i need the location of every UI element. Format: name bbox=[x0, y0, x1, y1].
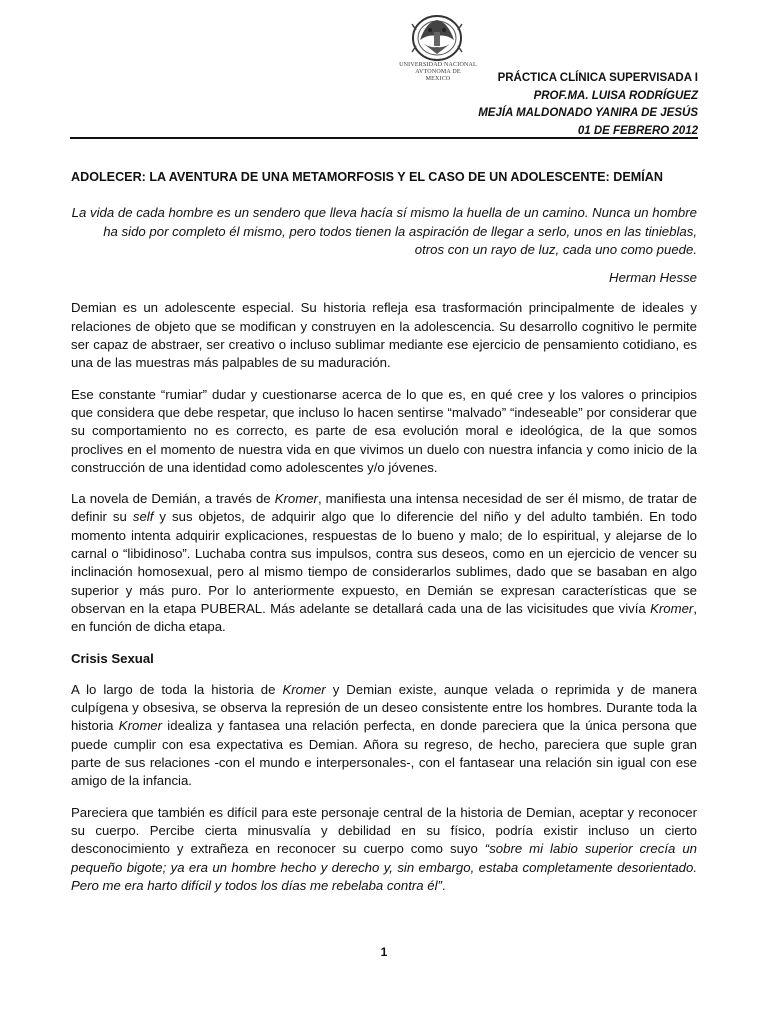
university-seal bbox=[408, 10, 466, 66]
text-run: . bbox=[441, 877, 446, 893]
paragraph-2: Ese constante “rumiar” dudar y cuestionarse acerca de lo que es, en qué cree y los valores o principios que considera que debe respetar, que incluso lo hacen sentirse “malvado” “indeseable” por considerar que su comportamiento no es correcto, es parte de esa evolución moral e ideológica, de la que somos proclives en el momento de nuestra vida en que vivimos un duelo con nuestra infancia y como inicio de la construcción de una identidad como adolescentes y/o jóvenes. bbox=[71, 386, 697, 475]
italic-run: Kromer bbox=[282, 681, 326, 697]
paragraph-5 bbox=[71, 804, 697, 895]
epigraph-author: Herman Hesse bbox=[609, 270, 697, 286]
seal-text bbox=[396, 62, 480, 83]
text-run: idealiza y fantasea una relación perfecta, en donde pareciera que la única persona que puede cumplir con esa expectativa es Demian. Añora su regreso, de hecho, pareciera que suple gran parte de sus relaciones -con el mundo e interpersonales-, con el fantasear una relación sin igual con ese amigo de la infancia. bbox=[71, 718, 697, 789]
paragraph-4 bbox=[71, 681, 697, 791]
text-run: , en función de dicha etapa. bbox=[71, 600, 697, 635]
document-title: ADOLECER: LA AVENTURA DE UNA METAMORFOSIS Y EL CASO DE UN ADOLESCENTE: DEMÍAN bbox=[71, 170, 663, 184]
text-run: y Demian existe, aunque velada o reprimida y de manera culpígena y obsesiva, se observa la represión de un deseo consistente entre los hombres. Durante toda la historia bbox=[71, 681, 697, 734]
text-run: A lo largo de toda la historia de bbox=[71, 681, 283, 697]
course-name: PRÁCTICA CLÍNICA SUPERVISADA I bbox=[497, 72, 698, 84]
paragraph-3 bbox=[71, 490, 697, 636]
italic-run: Kromer bbox=[650, 600, 694, 616]
unam-seal-icon bbox=[408, 10, 466, 66]
header-divider bbox=[70, 137, 698, 139]
epigraph-quote: La vida de cada hombre es un sendero que lleva hacía sí mismo la huella de un camino. Nunca un hombre ha sido por completo él mismo, pero todos tienen la aspiración de llegar a serlo, unos en las tinieblas, otros con un rayo de luz, cada uno como puede. bbox=[71, 205, 697, 257]
text-run: Pareciera que también es difícil para este personaje central de la historia de Demian, aceptar y reconocer su cuerpo. Percibe cierta minusvalía y debilidad en su físico, podría existir incluso un cierto desconocimiento y extrañeza en reconocer su cuerpo como suyo bbox=[71, 804, 697, 857]
page-number: 1 bbox=[380, 945, 388, 959]
document-date: 01 DE FEBRERO 2012 bbox=[577, 124, 698, 137]
italic-run: Kromer bbox=[274, 491, 318, 507]
seal-text-line: AVTONOMA DE bbox=[415, 69, 461, 75]
paragraph-1: Demian es un adolescente especial. Su historia refleja esa trasformación principalmente de ideales y relaciones de objeto que se modifican y construyen en la adolescencia. Su desarrollo cognitivo le permite ser capaz de abstraer, ser creativo o incluso sublimar mediante ese ejercicio de pensamiento cotidiano, es una de las muestras más palpables de su maduración. bbox=[71, 300, 697, 371]
document-body bbox=[71, 168, 697, 908]
italic-quote: “sobre mi labio superior crecía un pequeño bigote; ya era un hombre hecho y derecho y, sin embargo, estaba completamente desorientado. Pero me era harto difícil y todos los días me rebelaba contra él” bbox=[71, 841, 697, 893]
text-run: , manifiesta una intensa necesidad de ser él mismo, de tratar de definir su bbox=[71, 491, 697, 525]
italic-run: Kromer bbox=[118, 718, 163, 734]
seal-text-line: UNIVERSIDAD NACIONAL bbox=[399, 62, 477, 68]
text-run: La novela de Demián, a través de bbox=[71, 491, 275, 507]
professor-name: PROF.MA. LUISA RODRÍGUEZ bbox=[533, 89, 698, 102]
document-header bbox=[478, 70, 698, 140]
section-heading: Crisis Sexual bbox=[71, 650, 154, 666]
text-run: y sus objetos, de adquirir algo que lo diferencie del niño y del adulto también. En todo momento intenta adquirir explicaciones, respuestas de lo bueno y malo; de lo espiritual, y alejarse de lo carnal o “libidinoso”. Luchaba contra sus impulsos, contra sus deseos, como en un ejercicio de vencer su inclinación homosexual, pero al mismo tiempo de considerarlos sublimes, dado que se basaban en algo superior y más puro. Por lo anteriormente expuesto, en Demián se expresan características que se observan en la etapa PUBERAL. Más adelante se detallará cada una de las vicisitudes que vivía bbox=[71, 509, 697, 616]
student-name: MEJÍA MALDONADO YANIRA DE JESÚS bbox=[478, 107, 698, 119]
italic-run: self bbox=[132, 509, 154, 525]
seal-text-line: MEXICO bbox=[425, 76, 451, 82]
